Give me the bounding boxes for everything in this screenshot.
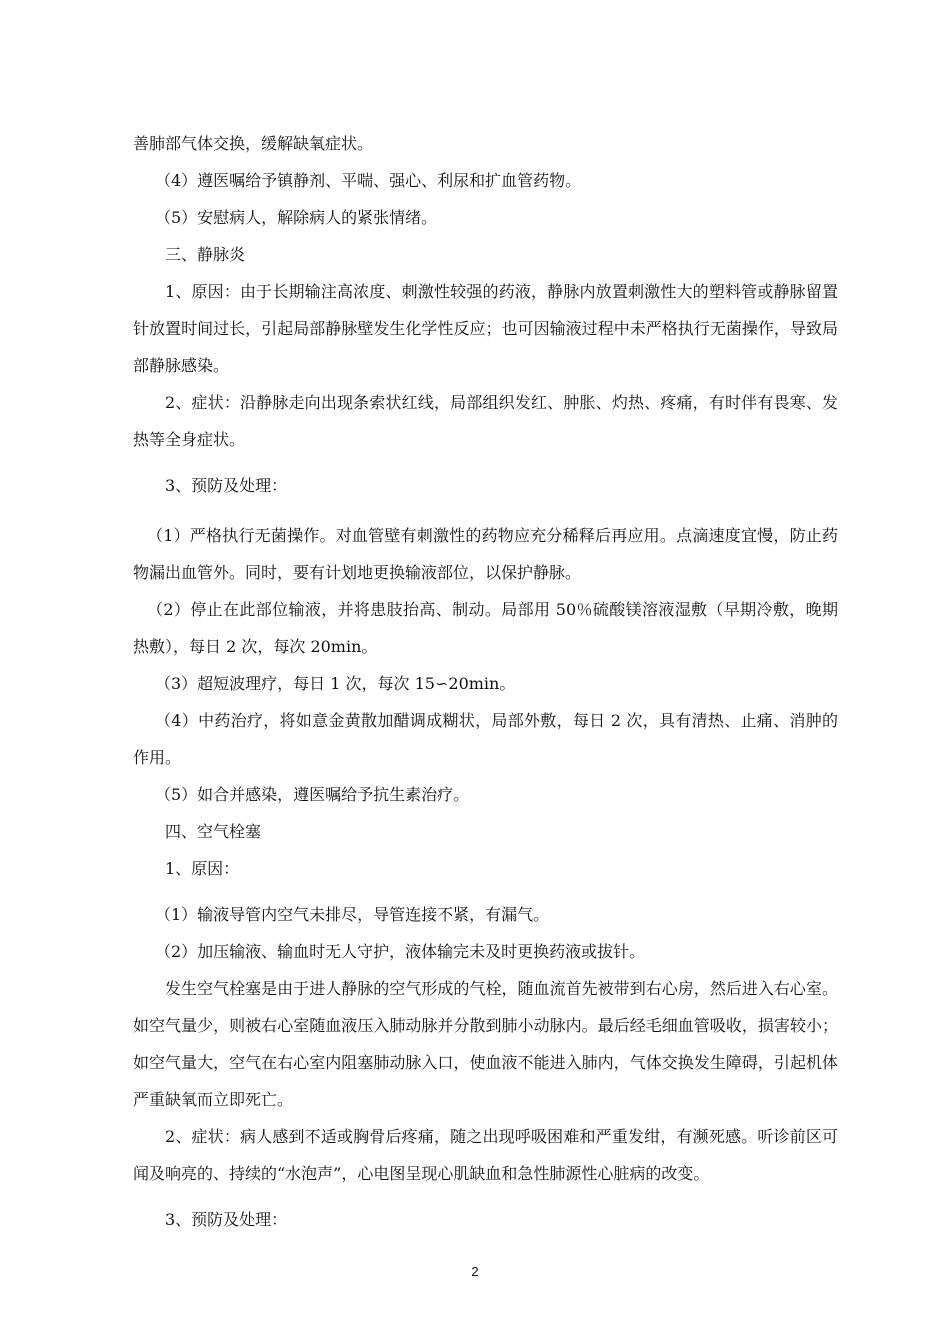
list-item: （5）安慰病人，解除病人的紧张情绪。 bbox=[155, 208, 438, 227]
paragraph: 2、症状：沿静脉走向出现条索状红线，局部组织发红、肿胀、灼热、疼痛，有时伴有畏寒、发热等全身症状。 bbox=[133, 393, 838, 449]
list-item: （5）如合并感染，遵医嘱给予抗生素治疗。 bbox=[155, 785, 470, 804]
subheading: 1、原因： bbox=[165, 859, 240, 878]
document-body bbox=[133, 125, 838, 1238]
subheading: 3、预防及处理： bbox=[165, 476, 288, 495]
paragraph: 发生空气栓塞是由于进人静脉的空气形成的气栓，随血流首先被带到右心房，然后进入右心室。如空气量少，则被右心室随血液压入肺动脉并分散到肺小动脉内。最后经毛细血管吸收，损害较小；如空气量大，空气在右心室内阻塞肺动脉入口，使血液不能进入肺内，气体交换发生障碍，引起机体严重缺氧而立即死亡。 bbox=[133, 979, 838, 1109]
section-heading: 四、空气栓塞 bbox=[165, 822, 262, 841]
list-item: （2）停止在此部位输液，并将患肢抬高、制动。局部用 50％硫酸镁溶液湿敷（早期冷敷，晚期热敷），每日 2 次，每次 20min。 bbox=[133, 600, 838, 656]
page-number: 2 bbox=[471, 1264, 479, 1279]
paragraph: 2、症状：病人感到不适或胸骨后疼痛，随之出现呼吸困难和严重发绀，有濒死感。听诊前区可闻及响亮的、持续的“水泡声”，心电图呈现心肌缺血和急性肺源性心脏病的改变。 bbox=[133, 1127, 838, 1183]
list-item: （4）遵医嘱给予镇静剂、平喘、强心、利尿和扩血管药物。 bbox=[155, 171, 582, 190]
list-item: （1）输液导管内空气未排尽，导管连接不紧，有漏气。 bbox=[155, 905, 550, 924]
paragraph-continuation: 善肺部气体交换，缓解缺氧症状。 bbox=[133, 134, 374, 153]
list-item: （1）严格执行无菌操作。对血管壁有刺激性的药物应充分稀释后再应用。点滴速度宜慢，防止药物漏出血管外。同时，要有计划地更换输液部位，以保护静脉。 bbox=[133, 526, 838, 582]
list-item: （4）中药治疗，将如意金黄散加醋调成糊状，局部外敷，每日 2 次，具有清热、止痛、消肿的作用。 bbox=[133, 711, 838, 767]
paragraph: 1、原因：由于长期输注高浓度、刺激性较强的药液，静脉内放置刺激性大的塑料管或静脉留置针放置时间过长，引起局部静脉壁发生化学性反应；也可因输液过程中未严格执行无菌操作，导致局部静脉感染。 bbox=[133, 282, 838, 375]
list-item: （2）加压输液、输血时无人守护，液体输完未及时更换药液或拔针。 bbox=[155, 942, 646, 961]
subheading: 3、预防及处理： bbox=[165, 1210, 288, 1229]
section-heading: 三、静脉炎 bbox=[165, 245, 246, 264]
list-item: （3）超短波理疗，每日 1 次，每次 15∽20min。 bbox=[155, 674, 516, 693]
